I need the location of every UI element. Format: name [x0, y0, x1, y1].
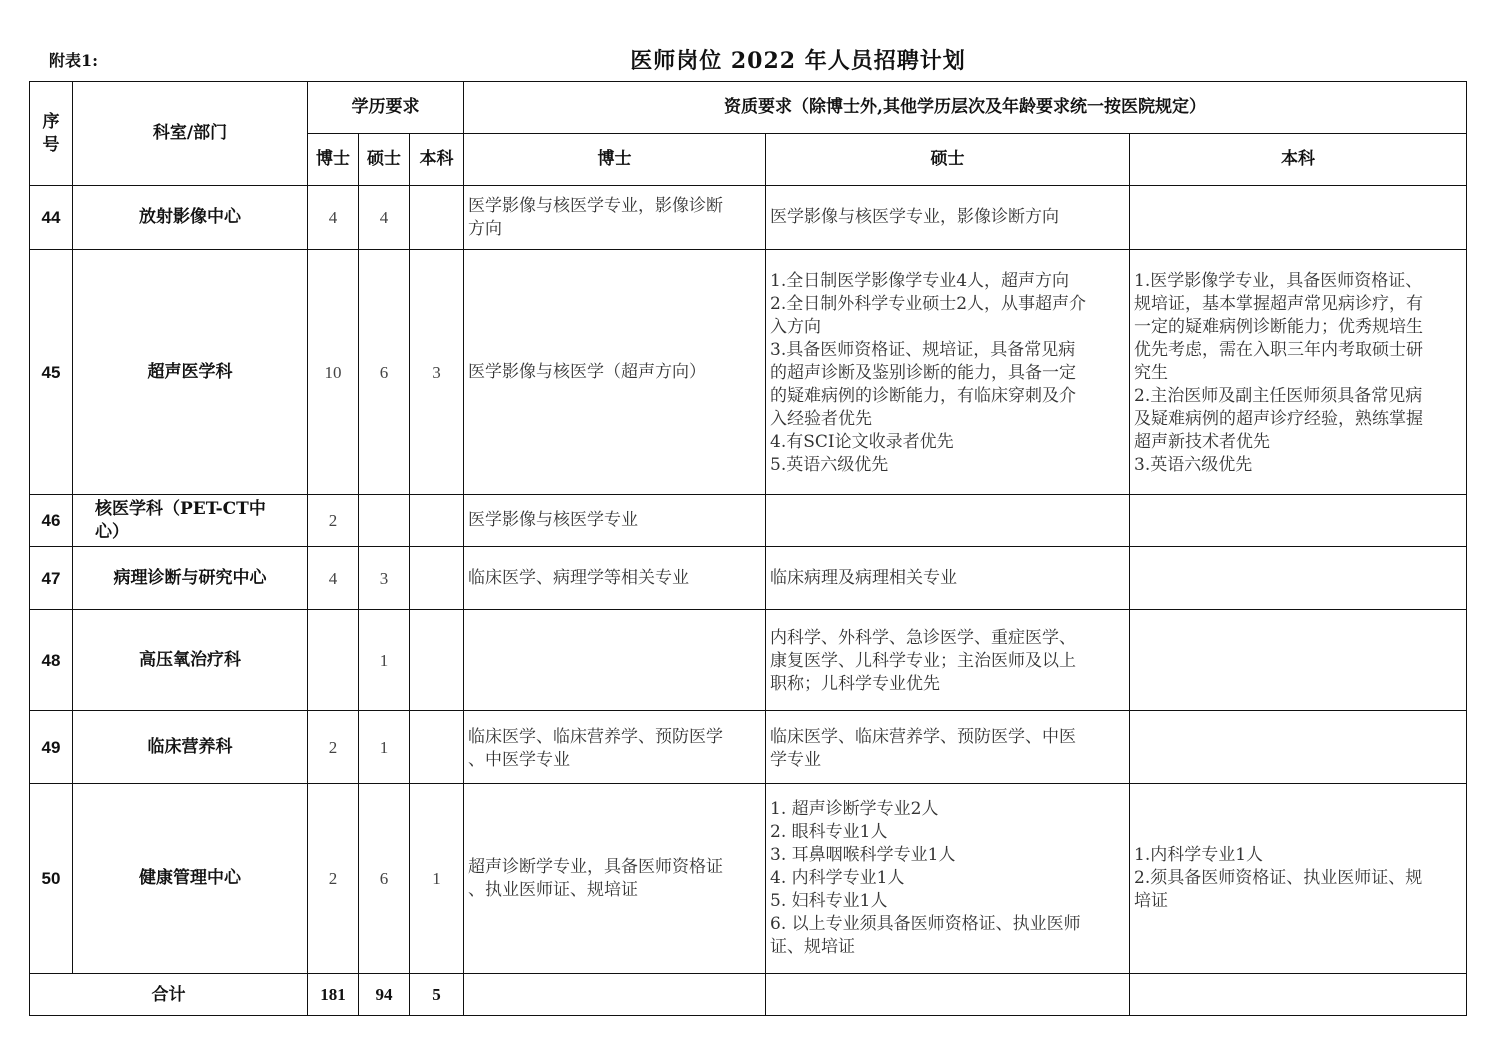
- row-qual-bachelor: 1.内科学专业1人 2.须具备医师资格证、执业医师证、规 培证: [1130, 784, 1467, 974]
- row-qual-bachelor: 1.医学影像学专业，具备医师资格证、 规培证，基本掌握超声常见病诊疗，有 一定的疑难病例诊断能力；优秀规培生 优先考虑，需在入职三年内考取硕士研 究生 2.主治医师及副主任医师须具备常见病 及疑难病例的超声诊疗经验，熟练掌握 超声新技术者优先 3.英语六级优先: [1130, 250, 1467, 495]
- recruitment-plan-table: [29, 81, 1467, 1016]
- row-seq: 44: [30, 186, 73, 250]
- row-phd-count: 10: [308, 250, 359, 495]
- row-seq: 47: [30, 547, 73, 610]
- row-qual-master: 临床病理及病理相关专业: [766, 547, 1130, 610]
- header-qual-group: 资质要求（除博士外,其他学历层次及年龄要求统一按医院规定）: [464, 82, 1467, 134]
- row-phd-count: [308, 610, 359, 711]
- header-dept: 科室/部门: [73, 82, 308, 186]
- row-master-count: 1: [359, 711, 410, 784]
- row-seq: 49: [30, 711, 73, 784]
- attachment-label: 附表1:: [49, 51, 99, 70]
- table-row: [30, 186, 1467, 250]
- row-bachelor-count: [410, 495, 464, 547]
- total-qual-phd: [464, 974, 766, 1016]
- row-qual-bachelor: [1130, 610, 1467, 711]
- row-qual-phd: 医学影像与核医学专业，影像诊断 方向: [464, 186, 766, 250]
- header-phd: 博士: [308, 134, 359, 186]
- row-bachelor-count: 3: [410, 250, 464, 495]
- total-row: [30, 974, 1467, 1016]
- page-title: 医师岗位 2022 年人员招聘计划: [630, 48, 966, 74]
- table-row: [30, 250, 1467, 495]
- row-master-count: 6: [359, 784, 410, 974]
- row-dept: 核医学科（PET-CT中 心）: [73, 495, 308, 547]
- row-qual-bachelor: [1130, 186, 1467, 250]
- header-bachelor: 本科: [410, 134, 464, 186]
- row-master-count: 6: [359, 250, 410, 495]
- row-bachelor-count: 1: [410, 784, 464, 974]
- header-row-1: [30, 82, 1467, 134]
- row-phd-count: 4: [308, 547, 359, 610]
- header-qual-master: 硕士: [766, 134, 1130, 186]
- row-master-count: 4: [359, 186, 410, 250]
- row-bachelor-count: [410, 610, 464, 711]
- table-row: [30, 711, 1467, 784]
- header-edu-group: 学历要求: [308, 82, 464, 134]
- total-qual-bachelor: [1130, 974, 1467, 1016]
- table-row: [30, 610, 1467, 711]
- table-row: [30, 784, 1467, 974]
- row-qual-phd: 超声诊断学专业，具备医师资格证 、执业医师证、规培证: [464, 784, 766, 974]
- row-phd-count: 2: [308, 495, 359, 547]
- row-qual-master: 1.全日制医学影像学专业4人，超声方向 2.全日制外科学专业硕士2人，从事超声介 入方向 3.具备医师资格证、规培证，具备常见病 的超声诊断及鉴别诊断的能力，具备一定 的疑难病例的诊断能力，有临床穿刺及介 入经验者优先 4.有SCI论文收录者优先 5.英语六级优先: [766, 250, 1130, 495]
- row-qual-phd: 临床医学、临床营养学、预防医学 、中医学专业: [464, 711, 766, 784]
- row-master-count: 3: [359, 547, 410, 610]
- row-seq: 48: [30, 610, 73, 711]
- row-dept: 高压氧治疗科: [73, 610, 308, 711]
- total-phd: 181: [308, 974, 359, 1016]
- total-label: 合计: [30, 974, 308, 1016]
- header-seq: 序 号: [30, 82, 73, 186]
- row-qual-phd: 医学影像与核医学（超声方向）: [464, 250, 766, 495]
- header-master: 硕士: [359, 134, 410, 186]
- row-dept: 病理诊断与研究中心: [73, 547, 308, 610]
- row-qual-bachelor: [1130, 547, 1467, 610]
- row-qual-master: 内科学、外科学、急诊医学、重症医学、 康复医学、儿科学专业；主治医师及以上 职称；儿科学专业优先: [766, 610, 1130, 711]
- header-qual-phd: 博士: [464, 134, 766, 186]
- row-dept: 临床营养科: [73, 711, 308, 784]
- row-qual-phd: 临床医学、病理学等相关专业: [464, 547, 766, 610]
- row-qual-bachelor: [1130, 495, 1467, 547]
- row-seq: 50: [30, 784, 73, 974]
- row-master-count: 1: [359, 610, 410, 711]
- row-phd-count: 2: [308, 711, 359, 784]
- row-dept: 放射影像中心: [73, 186, 308, 250]
- row-bachelor-count: [410, 711, 464, 784]
- row-bachelor-count: [410, 186, 464, 250]
- total-qual-master: [766, 974, 1130, 1016]
- row-dept: 健康管理中心: [73, 784, 308, 974]
- row-qual-master: 1. 超声诊断学专业2人 2. 眼科专业1人 3. 耳鼻咽喉科学专业1人 4. 内科学专业1人 5. 妇科专业1人 6. 以上专业须具备医师资格证、执业医师 证、规培证: [766, 784, 1130, 974]
- row-master-count: [359, 495, 410, 547]
- total-master: 94: [359, 974, 410, 1016]
- table-row: [30, 547, 1467, 610]
- row-seq: 46: [30, 495, 73, 547]
- row-qual-master: 医学影像与核医学专业，影像诊断方向: [766, 186, 1130, 250]
- row-qual-phd: [464, 610, 766, 711]
- header-qual-bachelor: 本科: [1130, 134, 1467, 186]
- row-seq: 45: [30, 250, 73, 495]
- row-bachelor-count: [410, 547, 464, 610]
- table-row: [30, 495, 1467, 547]
- row-phd-count: 4: [308, 186, 359, 250]
- row-phd-count: 2: [308, 784, 359, 974]
- row-qual-phd: 医学影像与核医学专业: [464, 495, 766, 547]
- total-bachelor: 5: [410, 974, 464, 1016]
- row-qual-bachelor: [1130, 711, 1467, 784]
- row-dept: 超声医学科: [73, 250, 308, 495]
- row-qual-master: 临床医学、临床营养学、预防医学、中医 学专业: [766, 711, 1130, 784]
- row-qual-master: [766, 495, 1130, 547]
